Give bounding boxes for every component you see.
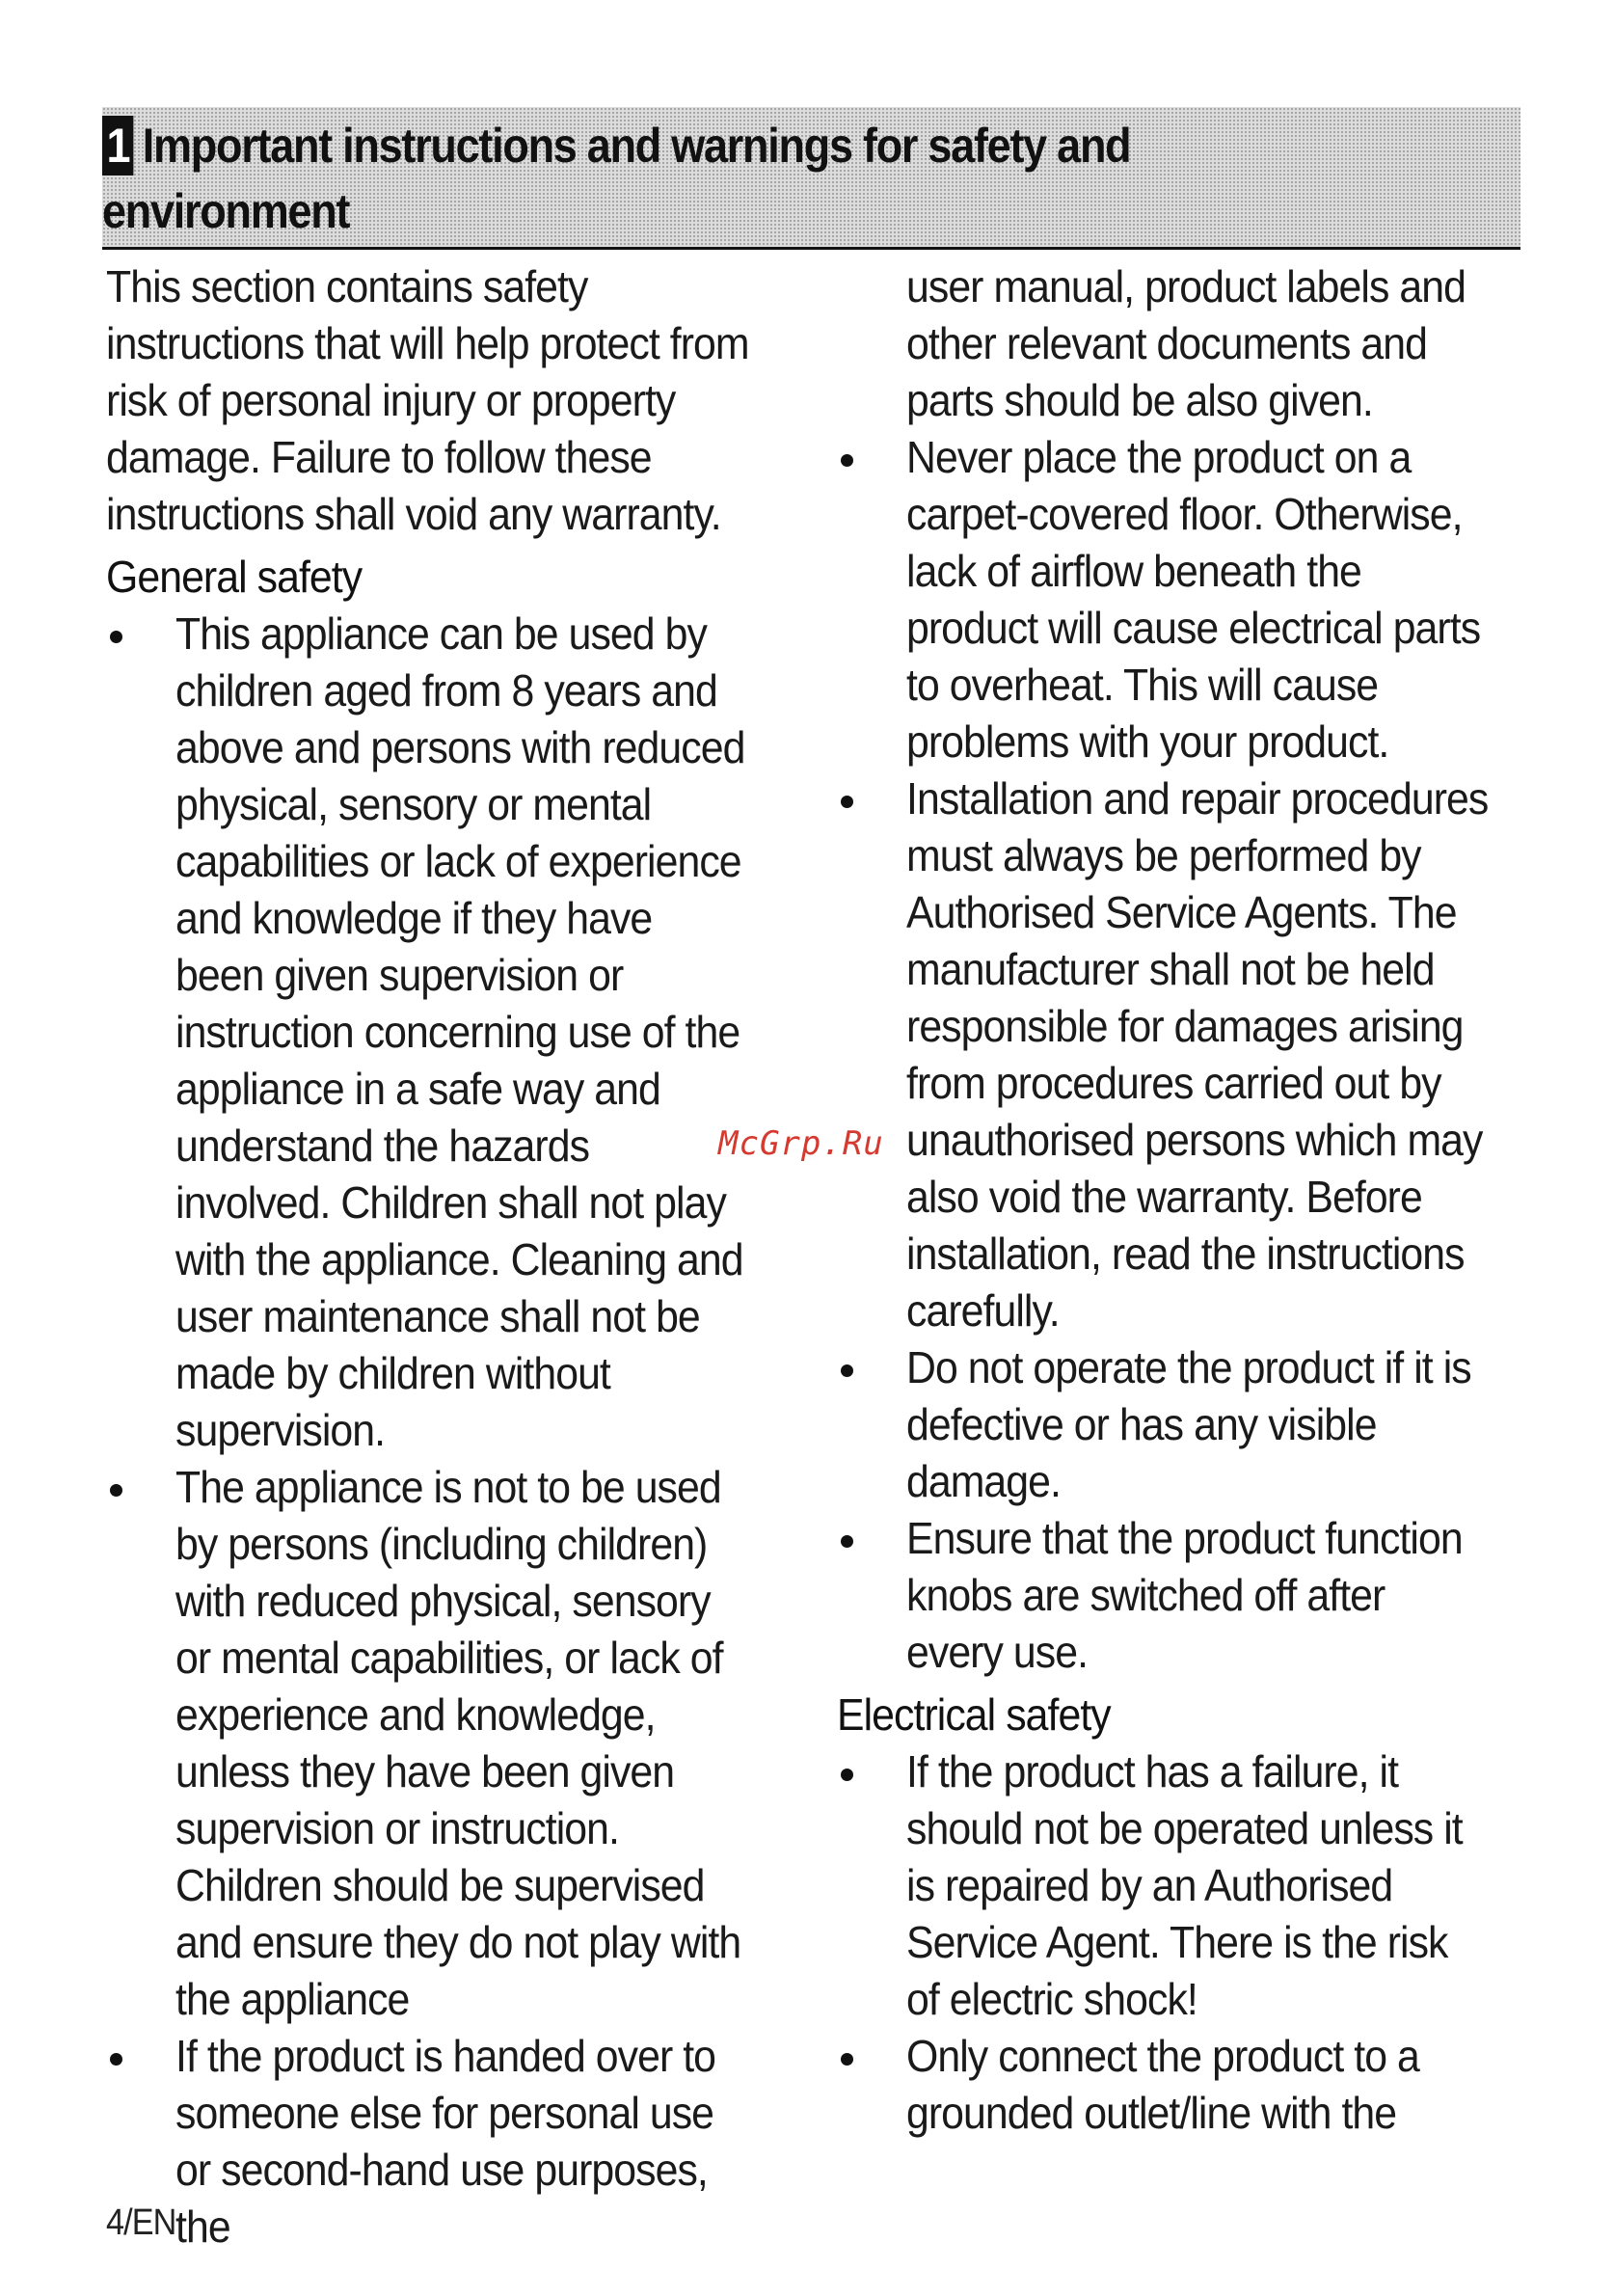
list-item-text: This appliance can be used by children aged from 8 years and above and persons with reduced physical, sensory or mental capabilities or lack of experience and knowledge if they have been given supervision or instruction concerning use of the appliance in a safe way and understand the hazards involved. Children shall not play with the appliance. Cleaning and user maintenance shall not be made by children without supervision.	[175, 608, 745, 1455]
list-item-text: The appliance is not to be used by persons (including children) with reduced physical, sensory or mental capabilities, or lack of experience and knowledge, unless they have been given supervision or instruction. Children should be supervised and ensure they do not play with the appliance	[175, 1462, 741, 2024]
bullet-icon	[841, 1769, 853, 1781]
electrical-safety-list	[837, 1743, 1550, 2142]
list-item	[837, 429, 1550, 770]
general-safety-list-continued	[837, 429, 1550, 1681]
electrical-safety-title: Electrical safety	[837, 1689, 1111, 1740]
bullet-icon	[841, 1364, 853, 1377]
bullet-icon	[110, 2053, 122, 2066]
list-item	[837, 1743, 1550, 2028]
general-safety-list	[106, 606, 820, 2255]
section-heading	[102, 107, 1520, 250]
left-column	[106, 258, 820, 2255]
list-item	[106, 1459, 820, 2028]
list-item-text: If the product has a failure, it should not be operated unless it is repaired by an Authorised Service Agent. There is the risk of electric shock!	[906, 1746, 1463, 2024]
bullet-icon	[110, 1484, 122, 1497]
page-number: 4/EN	[106, 2202, 176, 2243]
list-item-text: Installation and repair procedures must always be performed by Authorised Service Agents. The manufacturer shall not be held responsible for damages arising from procedures carried out by unauthorised persons which may also void the warranty. Before installation, read the instructions carefully.	[906, 773, 1489, 1336]
list-item-text: Do not operate the product if it is defective or has any visible damage.	[906, 1342, 1471, 1506]
list-item-text: Ensure that the product function knobs are switched off after every use.	[906, 1513, 1463, 1677]
list-item	[106, 2028, 820, 2255]
intro-paragraph: This section contains safety instructions that will help protect from risk of personal injury or property damage. Failure to follow these instructions shall void any warranty.	[106, 261, 749, 539]
heading-title: Important instructions and warnings for safety and environment	[102, 119, 1131, 238]
list-item-text: Never place the product on a carpet-covered floor. Otherwise, lack of airflow beneath the product will cause electrical parts to overheat. This will cause problems with your product.	[906, 432, 1481, 767]
right-column	[837, 258, 1550, 2142]
list-item	[837, 1339, 1550, 1510]
list-item-text: If the product is handed over to someone else for personal use or second-hand use purposes, the	[175, 2031, 716, 2252]
bullet-icon	[841, 1535, 853, 1548]
watermark-text[interactable]: McGrp.Ru	[718, 1124, 884, 1163]
continuation-text: user manual, product labels and other relevant documents and parts should be also given.	[906, 261, 1466, 425]
general-safety-title: General safety	[106, 552, 363, 602]
list-item	[837, 770, 1550, 1339]
list-item	[106, 606, 820, 1459]
heading-title-line	[102, 113, 1300, 244]
bullet-icon	[841, 796, 853, 808]
list-item-text: Only connect the product to a grounded outlet/line with the	[906, 2031, 1419, 2138]
chapter-number: 1	[102, 116, 134, 176]
list-item	[837, 1510, 1550, 1681]
bullet-icon	[841, 454, 853, 467]
bullet-icon	[841, 2053, 853, 2066]
list-item	[837, 2028, 1550, 2142]
bullet-icon	[110, 631, 122, 643]
